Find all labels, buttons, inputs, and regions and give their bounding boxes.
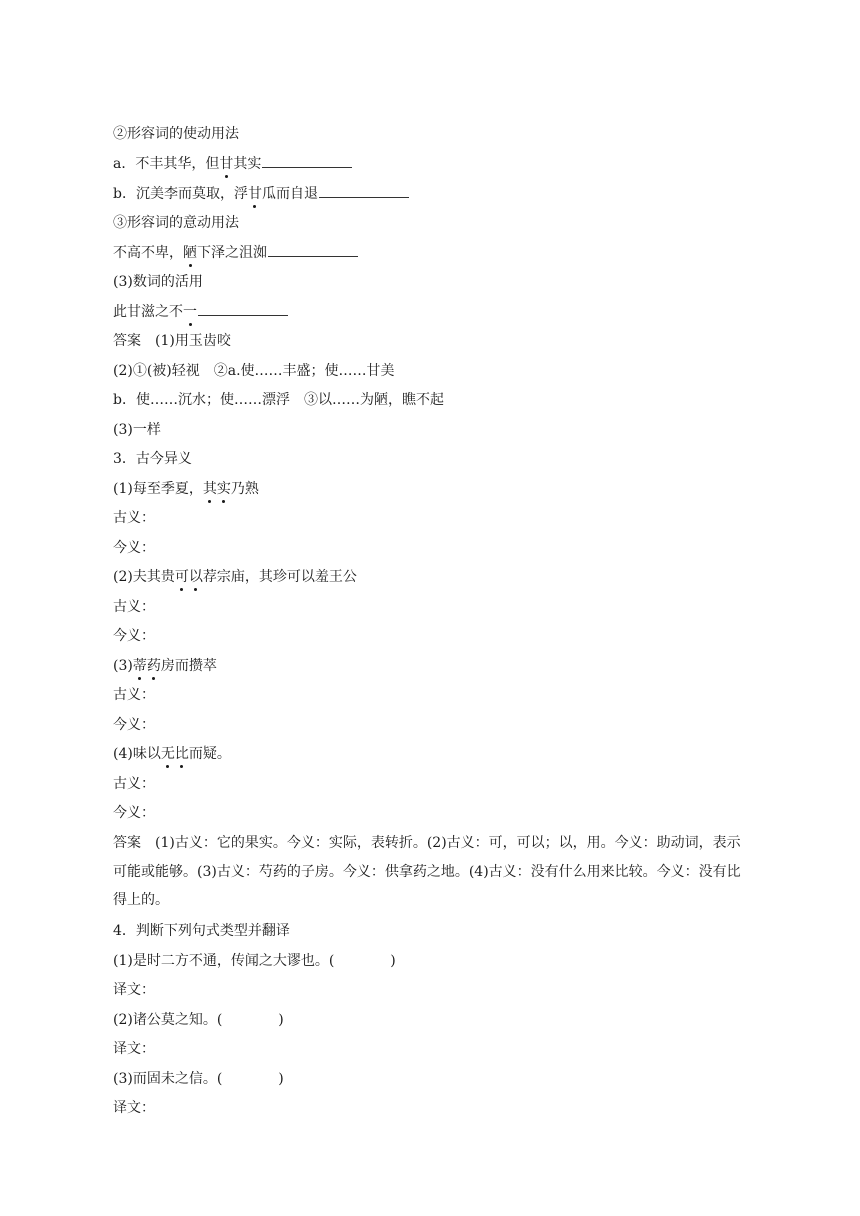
answer-blank [319,185,409,198]
text-line: 古义： [113,510,155,526]
translation-line: 译文： [113,1041,155,1057]
translation-line: 译文： [113,982,155,998]
text-line: (3)蒂药房而攒萃 [113,658,217,674]
question-line: (3)而固未之信。( ) [113,1071,284,1087]
text-line: b．沉美李而莫取，浮甘瓜而自退 [113,185,409,203]
text-line: 今义： [113,717,155,733]
answer-line: (2)①(被)轻视 ②a.使……丰盛；使……甘美 [113,363,395,379]
text-line: 今义： [113,628,155,644]
question-line: (2)诸公莫之知。( ) [113,1012,284,1028]
answer-line: 答案 (1)用玉齿咬 [113,333,231,349]
text-line: a．不丰其华，但甘其实 [113,155,352,173]
section-heading: 3．古今异义 [113,451,192,467]
question-line: (1)是时二方不通，传闻之大谬也。( ) [113,953,396,969]
answer-blank [198,303,288,316]
answer-line: b．使……沉水；使……漂浮 ③以……为陋，瞧不起 [113,392,444,408]
text-line: ③形容词的意动用法 [113,215,239,231]
text-line: (4)味以无比而疑。 [113,746,231,762]
answer-blank [268,244,358,257]
text-line: 古义： [113,599,155,615]
text-line: 今义： [113,540,155,556]
text-line: (1)每至季夏，其实乃熟 [113,481,259,497]
text-line: 古义： [113,776,155,792]
text-line: ②形容词的使动用法 [113,126,239,142]
text-line: (2)夫其贵可以荐宗庙，其珍可以羞王公 [113,569,357,585]
text-line: 古义： [113,687,155,703]
section-heading: 4．判断下列句式类型并翻译 [113,923,290,939]
text-line: 今义： [113,805,155,821]
text-line: 不高不卑，陋下泽之沮洳 [113,244,358,262]
answer-line: (3)一样 [113,422,161,438]
answer-blank [262,155,352,168]
text-line: (3)数词的活用 [113,274,203,290]
text-line: 此甘滋之不一 [113,303,288,321]
answer-paragraph: 答案 (1)古义：它的果实。今义：实际，表转折。(2)古义：可，可以；以，用。今义：助动词，表示可能或能够。(3)古义：芍药的子房。今义：供拿药之地。(4)古义：没有什么用来比较。今义：没有比得上的。 [113,835,741,908]
translation-line: 译文： [113,1100,155,1116]
